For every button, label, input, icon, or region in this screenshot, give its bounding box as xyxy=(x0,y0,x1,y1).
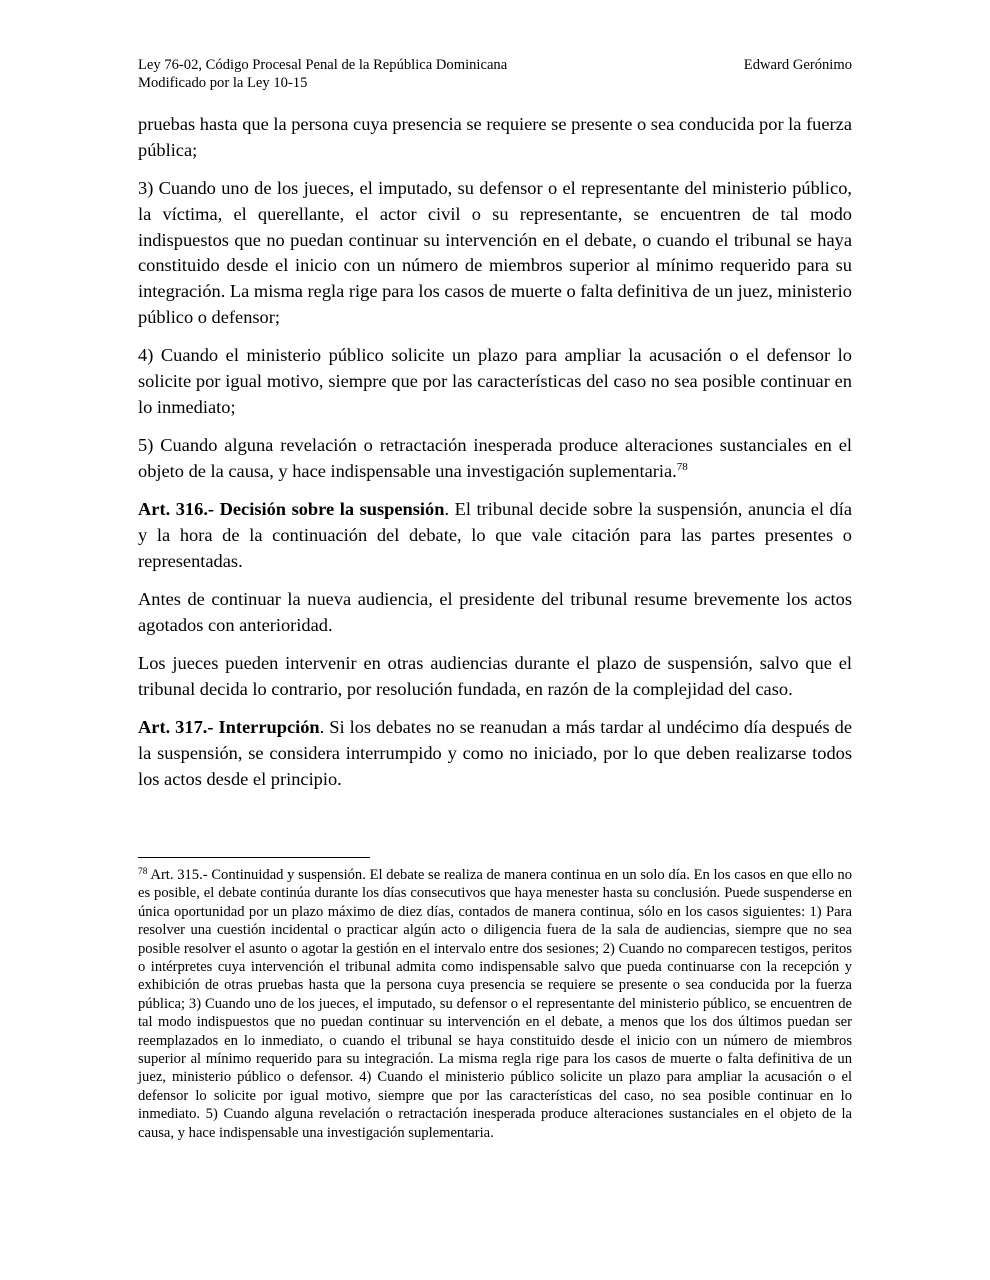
article-316 xyxy=(138,497,852,574)
header-subtitle: Modificado por la Ley 10-15 xyxy=(138,75,308,91)
paragraph-item-5 xyxy=(138,433,852,485)
footnote xyxy=(138,866,852,1142)
footnote-number: 78 xyxy=(138,867,148,877)
paragraph-item-3: 3) Cuando uno de los jueces, el imputado, su defensor o el representante del ministerio público, la víctima, el querellante, el actor civil o su representante, se encuentren de tal modo indispuestos que no puedan continuar su intervención en el debate, o cuando el tribunal se haya constituido desde el inicio con un número de miembros superior al mínimo requerido para su integración. La misma regla rige para los casos de muerte o falta definitiva de un juez, ministerio público o defensor; xyxy=(138,178,852,328)
page-header xyxy=(138,56,852,92)
footnote-separator xyxy=(138,857,370,858)
footnote-reference[interactable]: 78 xyxy=(676,461,688,474)
article-316-text: . El tribunal decide sobre la suspensión, anuncia el día y la hora de la continuación del debate, lo que vale citación para las partes presentes o representadas. xyxy=(138,499,852,571)
header-author: Edward Gerónimo xyxy=(743,57,852,73)
article-317 xyxy=(138,715,852,792)
paragraph-resume: Antes de continuar la nueva audiencia, el presidente del tribunal resume brevemente los actos agotados con anterioridad. xyxy=(138,589,852,636)
header-left xyxy=(138,56,507,92)
header-title: Ley 76-02, Código Procesal Penal de la República Dominicana xyxy=(138,57,508,73)
paragraph-judges: Los jueces pueden intervenir en otras audiencias durante el plazo de suspensión, salvo que el tribunal decida lo contrario, por resolución fundada, en razón de la complejidad del caso. xyxy=(138,653,852,700)
article-316-heading: Art. 316.- Decisión sobre la suspensión xyxy=(138,499,445,520)
footnote-text: Art. 315.- Continuidad y suspensión. El debate se realiza de manera continua en un solo día. En los casos en que ello no es posible, el debate continúa durante los días consecutivos que haya menester hasta su conclusión. Puede suspenderse en única oportunidad por un plazo máximo de diez días, contados de manera continua, sólo en los casos siguientes: 1) Para resolver una cuestión incidental o practicar algún acto o diligencia fuera de la sala de audiencias, siempre que no sea posible resolver el asunto o agotar la gestión en el intervalo entre dos sesiones; 2) Cuando no comparecen testigos, peritos o intérpretes cuya intervención el tribunal admita como indispensable salvo que pueda continuarse con la recepción y exhibición de otras pruebas hasta que la persona cuya presencia se requiere se presente o sea conducida por la fuerza pública; 3) Cuando uno de los jueces, el imputado, su defensor o el representante del ministerio público, se encuentren de tal modo indispuestos que no puedan continuar su intervención en el debate, a menos que los dos últimos puedan ser reemplazados en lo inmediato, o cuando el tribunal se haya constituido desde el inicio con un número de miembros superior al mínimo requerido para su integración. La misma regla rige para los casos de muerte o falta definitiva de un juez, ministerio público o defensor. 4) Cuando el ministerio público solicite un plazo para ampliar la acusación o el defensor lo solicite por igual motivo, siempre que por las características del caso, no sea posible continuar en lo inmediato. 5) Cuando alguna revelación o retractación inesperada produce alteraciones sustanciales en el objeto de la causa, y hace indispensable una investigación suplementaria. xyxy=(138,867,852,1141)
document-body xyxy=(138,112,852,793)
paragraph-item-4: 4) Cuando el ministerio público solicite un plazo para ampliar la acusación o el defensor lo solicite por igual motivo, siempre que por las características del caso no sea posible continuar en lo inmediato; xyxy=(138,345,852,417)
article-317-heading: Art. 317.- Interrupción xyxy=(138,717,320,738)
article-317-text: . Si los debates no se reanudan a más tardar al undécimo día después de la suspensión, se considera interrumpido y como no iniciado, por lo que deben realizarse todos los actos desde el principio. xyxy=(138,717,852,790)
paragraph-item-5-text: 5) Cuando alguna revelación o retractación inesperada produce alteraciones sustanciales en el objeto de la causa, y hace indispensable una investigación suplementaria. xyxy=(138,435,852,482)
document-page xyxy=(138,56,852,805)
paragraph-continuation: pruebas hasta que la persona cuya presencia se requiere se presente o sea conducida por la fuerza pública; xyxy=(138,114,852,160)
